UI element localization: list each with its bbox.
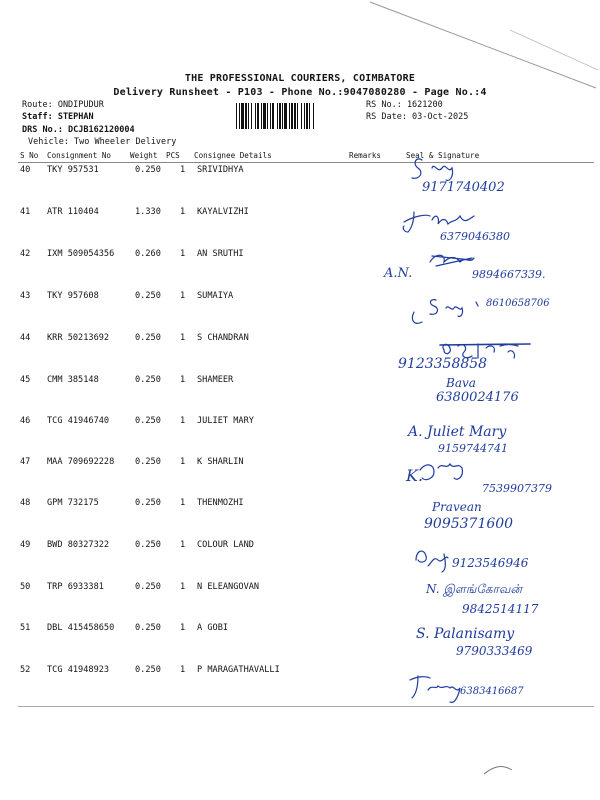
row-sno: 50 [20,582,31,592]
row-weight: 0.250 [135,375,161,385]
row-consignee: K SHARLIN [197,457,244,467]
drs-number: DRS No.: DCJB162120004 [22,125,135,135]
row-consignment: TKY 957531 [47,165,99,175]
runsheet-subtitle: Delivery Runsheet - P103 - Phone No.:9047080280 - Page No.:4 [113,87,487,98]
route-label: Route: ONDIPUDUR [22,100,104,110]
handwritten-phone: 9842514117 [462,602,539,616]
handwritten-phone: 9894667339. [472,268,546,281]
handwritten-phone: 9790333469 [456,644,533,658]
row-sno: 41 [20,207,31,217]
row-weight: 0.250 [135,665,161,675]
row-consignment: GPM 732175 [47,498,99,508]
row-pcs: 1 [180,249,186,259]
row-weight: 1.330 [135,207,161,217]
table-row [0,375,600,417]
scan-corner-mark [480,760,540,780]
row-weight: 0.250 [135,333,161,343]
col-consignment: Consignment No [47,151,112,160]
rs-number: RS No.: 1621200 [366,100,443,110]
row-weight: 0.250 [135,416,161,426]
row-consignee: KAYALVIZHI [197,207,249,217]
row-sno: 40 [20,165,31,175]
row-consignee: SHAMEER [197,375,234,385]
row-consignee: N ELEANGOVAN [197,582,260,592]
row-consignment: TCG 41948923 [47,665,110,675]
col-weight: Weight [130,151,158,160]
row-pcs: 1 [180,665,186,675]
handwritten-phone: 6383416687 [460,686,524,697]
row-pcs: 1 [180,165,186,175]
table-row [0,416,600,458]
table-row [0,498,600,540]
row-sno: 49 [20,540,31,550]
footer-rule [18,706,594,707]
rs-date: RS Date: 03-Oct-2025 [366,112,469,122]
col-consignee: Consignee Details [194,151,272,160]
table-row [0,540,600,582]
handwritten-phone: 9171740402 [422,180,505,195]
row-pcs: 1 [180,498,186,508]
table-row [0,665,600,707]
handwritten-phone: 9123546946 [452,556,529,570]
row-sno: 45 [20,375,31,385]
handwritten-phone: 9095371600 [424,516,514,532]
col-seal-signature: Seal & Signature [406,151,480,160]
handwritten-name: Bava [446,376,476,390]
row-consignment: TKY 957608 [47,291,99,301]
row-sno: 47 [20,457,31,467]
col-pcs: PCS [166,151,180,160]
row-consignment: ATR 110404 [47,207,99,217]
row-sno: 42 [20,249,31,259]
row-pcs: 1 [180,457,186,467]
row-consignment: TCG 41946740 [47,416,110,426]
row-pcs: 1 [180,623,186,633]
row-consignee: P MARAGATHAVALLI [197,665,280,675]
handwritten-phone: 6380024176 [436,390,519,405]
row-sno: 46 [20,416,31,426]
handwritten-phone: 8610658706 [486,298,550,309]
row-consignment: CMM 385148 [47,375,99,385]
row-pcs: 1 [180,582,186,592]
row-pcs: 1 [180,207,186,217]
table-row [0,623,600,665]
row-weight: 0.250 [135,165,161,175]
row-consignment: IXM 509054356 [47,249,115,259]
header-rule [18,162,594,163]
handwritten-initials: A.N. [384,266,413,281]
handwritten-initial: K. [406,466,424,485]
table-row [0,582,600,624]
staff-label: Staff: STEPHAN [22,112,94,122]
row-consignee: THENMOZHI [197,498,244,508]
table-row [0,457,600,499]
row-sno: 51 [20,623,31,633]
handwritten-phone: 9159744741 [438,442,508,455]
table-row [0,207,600,249]
handwritten-name: Pravean [432,500,482,514]
handwritten-phone: 6379046380 [440,230,510,243]
row-weight: 0.250 [135,291,161,301]
row-weight: 0.260 [135,249,161,259]
row-consignee: S CHANDRAN [197,333,249,343]
row-pcs: 1 [180,291,186,301]
row-consignee: AN SRUTHI [197,249,244,259]
row-consignee: JULIET MARY [197,416,254,426]
row-pcs: 1 [180,416,186,426]
handwritten-name: S. Palanisamy [416,626,515,642]
table-row [0,333,600,375]
row-consignment: MAA 709692228 [47,457,115,467]
row-consignment: KRR 50213692 [47,333,110,343]
row-weight: 0.250 [135,582,161,592]
row-consignee: SRIVIDHYA [197,165,244,175]
row-consignee: COLOUR LAND [197,540,254,550]
col-sno: S No [20,151,39,160]
row-sno: 44 [20,333,31,343]
company-title: THE PROFESSIONAL COURIERS, COIMBATORE [184,73,416,84]
row-weight: 0.250 [135,457,161,467]
row-weight: 0.250 [135,540,161,550]
row-sno: 48 [20,498,31,508]
table-row [0,291,600,333]
handwritten-phone: 7539907379 [482,482,552,495]
row-pcs: 1 [180,333,186,343]
row-pcs: 1 [180,375,186,385]
barcode [236,103,360,129]
handwritten-name: N. இளங்கோவன் [426,582,522,596]
row-weight: 0.250 [135,498,161,508]
row-pcs: 1 [180,540,186,550]
handwritten-name: A. Juliet Mary [408,424,507,440]
row-sno: 52 [20,665,31,675]
row-consignment: BWD 80327322 [47,540,110,550]
table-row [0,249,600,291]
row-weight: 0.250 [135,623,161,633]
row-consignment: TRP 6933381 [47,582,104,592]
vehicle-label: Vehicle: Two Wheeler Delivery [28,137,177,147]
col-remarks: Remarks [349,151,382,160]
row-consignee: A GOBI [197,623,229,633]
table-row [0,165,600,207]
row-consignment: DBL 415458650 [47,623,115,633]
row-consignee: SUMAIYA [197,291,234,301]
row-sno: 43 [20,291,31,301]
handwritten-phone: 9123358858 [398,356,488,372]
